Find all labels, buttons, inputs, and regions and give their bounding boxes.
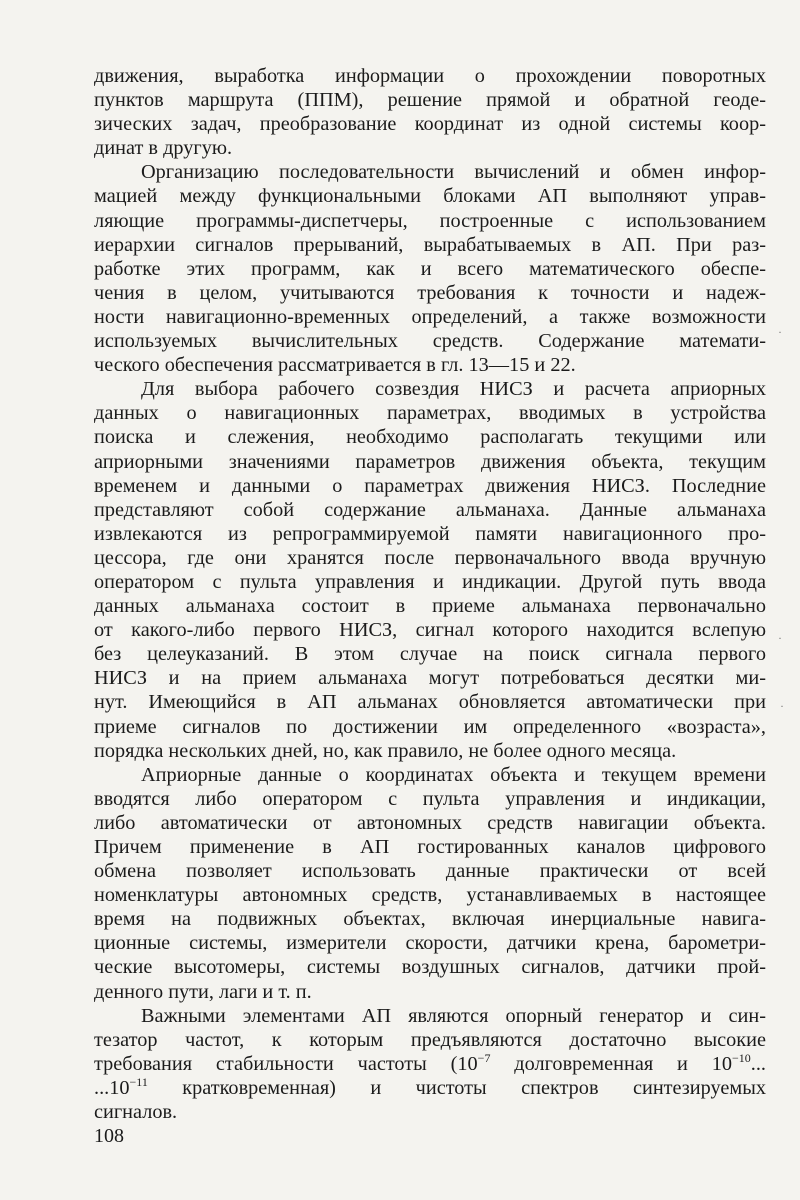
text-line: от какого-либо первого НИСЗ, сигнал которого находится вслепую	[94, 619, 766, 642]
body-text	[94, 64, 766, 1124]
text-line: поиска и слежения, необходимо располагать текущими или	[94, 426, 766, 449]
formula-text: кратковременная) и чистоты спектров синтезируемых	[147, 1076, 766, 1099]
text-line: цессора, где они хранятся после первоначального ввода вручную	[94, 546, 766, 569]
text-line: либо автоматически от автономных средств навигации объекта.	[94, 811, 766, 834]
text-line: НИСЗ и на прием альманаха могут потребоваться десятки ми-	[94, 667, 766, 690]
page-number: 108	[94, 1125, 124, 1147]
text-line: оператором с пульта управления и индикации. Другой путь ввода	[94, 570, 766, 593]
text-line: тезатор частот, к которым предъявляются достаточно высокие	[94, 1028, 766, 1051]
text-line: Априорные данные о координатах объекта и текущем времени	[141, 763, 766, 786]
text-line: приеме сигналов по достижении им определенного «возраста»,	[94, 715, 766, 738]
text-line: данных альманаха состоит в приеме альманаха первоначально	[94, 595, 766, 618]
scan-speck: ·	[778, 325, 782, 339]
text-line-final: сигналов.	[94, 1101, 178, 1124]
text-line: ляющие программы-диспетчеры, построенные с использованием	[94, 209, 766, 232]
formula-text: долговременная и 10	[490, 1052, 732, 1075]
text-line: динат в другую.	[94, 137, 233, 160]
text-line: чения в целом, учитываются требования к точности и надеж-	[94, 281, 766, 304]
formula-text: ...	[750, 1052, 766, 1075]
exponent: −10	[732, 1050, 751, 1065]
formula-text: ...10	[94, 1076, 130, 1099]
text-line: временем и данными о параметрах движения НИСЗ. Последние	[94, 474, 766, 497]
text-line: представляют собой содержание альманаха. Данные альманаха	[94, 498, 766, 521]
text-line: Важными элементами АП являются опорный генератор и син-	[141, 1004, 766, 1027]
text-line: работке этих программ, как и всего математического обеспе-	[94, 257, 766, 280]
text-line: вводятся либо оператором с пульта управления и индикации,	[94, 787, 766, 810]
text-line: номенклатуры автономных средств, устанавливаемых в настоящее	[94, 884, 766, 907]
text-line: иерархии сигналов прерываний, вырабатываемых в АП. При раз-	[94, 233, 766, 256]
text-line: время на подвижных объектах, включая инерциальные навига-	[94, 908, 766, 931]
formula-text: требования стабильности частоты (10	[94, 1052, 478, 1075]
text-line: ционные системы, измерители скорости, датчики крена, барометри-	[94, 932, 766, 955]
text-line: движения, выработка информации о прохождении поворотных	[94, 65, 766, 87]
exponent: −7	[477, 1050, 491, 1065]
scan-speck: ·	[778, 631, 782, 645]
text-line: Для выбора рабочего созвездия НИСЗ и расчета априорных	[141, 378, 766, 401]
text-line: Причем применение в АП гостированных каналов цифрового	[94, 836, 766, 858]
text-line-formula-2	[94, 1076, 766, 1100]
scan-speck: ·	[780, 699, 784, 713]
text-line: нут. Имеющийся в АП альманах обновляется автоматически при	[94, 691, 766, 714]
text-line: априорными значениями параметров движения объекта, текущим	[94, 450, 766, 473]
text-line: зических задач, преобразование координат из одной системы коор-	[94, 113, 766, 136]
text-line: мацией между функциональными блоками АП выполняют управ-	[94, 185, 766, 208]
text-line: используемых вычислительных средств. Содержание математи-	[94, 330, 766, 353]
text-line: данных о навигационных параметрах, вводимых в устройства	[94, 402, 766, 425]
text-line: ческие высотомеры, системы воздушных сигналов, датчики прой-	[94, 956, 766, 979]
text-line: пунктов маршрута (ППМ), решение прямой и обратной геоде-	[94, 89, 766, 112]
text-line: без целеуказаний. В этом случае на поиск сигнала первого	[94, 643, 766, 666]
text-line: ческого обеспечения рассматривается в гл. 13—15 и 22.	[94, 354, 576, 377]
text-line: порядка нескольких дней, но, как правило, не более одного месяца.	[94, 739, 677, 762]
text-line: ности навигационно-временных определений, а также возможности	[94, 305, 766, 328]
text-line: извлекаются из репрограммируемой памяти навигационного про-	[94, 522, 766, 545]
text-line: обмена позволяет использовать данные практически от всей	[94, 860, 766, 883]
text-line-formula-1	[94, 1052, 766, 1076]
text-line: Организацию последовательности вычислений и обмен инфор-	[141, 161, 766, 184]
text-line: денного пути, лаги и т. п.	[94, 980, 312, 1003]
exponent: −11	[129, 1074, 148, 1089]
